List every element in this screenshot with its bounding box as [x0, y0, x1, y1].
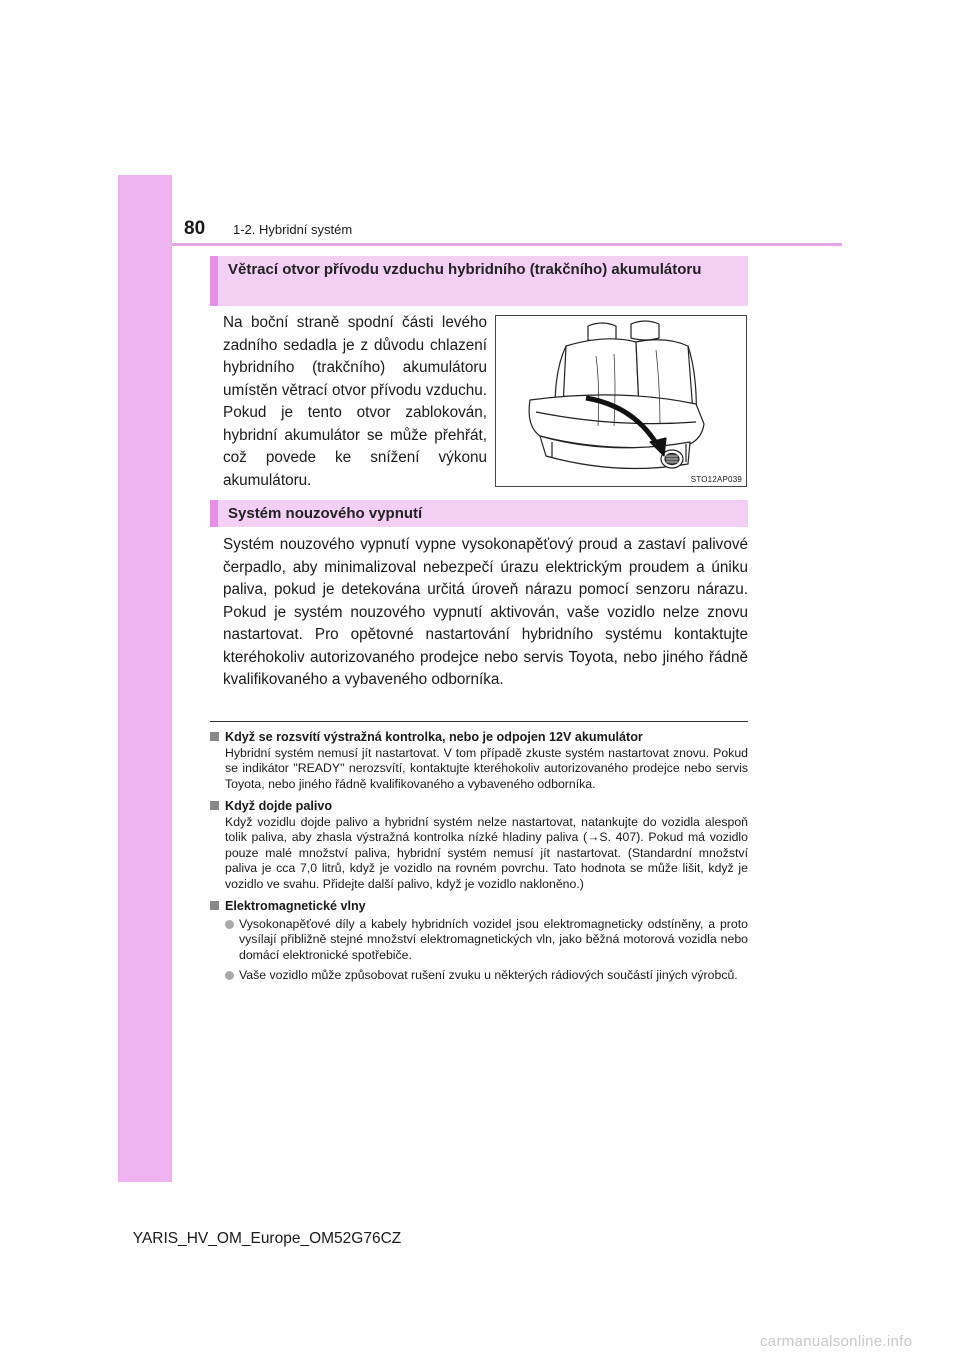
- notes-rule: [210, 721, 748, 722]
- circle-bullet-icon: [225, 971, 234, 980]
- header-rule: [172, 243, 842, 246]
- notes-section: [210, 730, 748, 991]
- note-body: Když vozidlu dojde palivo a hybridní systém nelze nastartovat, natankujte do vozidla alespoň tolik paliva, aby zhasla výstražná kontrolka nízké hladiny paliva (→S. 407). Pokud má vozidlo pouze malé množství paliva, hybridní systém nemusí jít nastartovat. (Standardní množství paliva je cca 7,0 litrů, když je vozidlo na rovném povrchu. Tato hodnota se může lišit, když je vozidlo ve svahu. Přidejte další palivo, když je vozidlo nakloněno.): [225, 814, 748, 891]
- section-heading-air-vent: Větrací otvor přívodu vzduchu hybridního (trakčního) akumulátoru: [210, 256, 748, 306]
- document-footer: [0, 1230, 960, 1248]
- watermark: carmanualsonline.info: [760, 1333, 913, 1350]
- note-warning-light: [210, 730, 748, 792]
- chapter-sidebar-tab: [118, 175, 172, 1182]
- square-bullet-icon: [210, 801, 219, 810]
- air-vent-paragraph: Na boční straně spodní části levého zadního sedadla je z důvodu chlazení hybridního (trakčního) akumulátoru umístěn větrací otvor přívodu vzduchu. Pokud je tento otvor zablokován, hybridní akumulátor se může přehřát, což povede ke snížení výkonu akumulátoru.: [223, 314, 487, 489]
- list-item: Vysokonapěťové díly a kabely hybridních vozidel jsou elektromagneticky odstíněny, a proto vysílají přibližně stejné množství elektromagnetických vln, jako běžná motorová vozidla nebo domácí elektronické spotřebiče.: [210, 917, 748, 964]
- square-bullet-icon: [210, 901, 219, 910]
- section-title: 1-2. Hybridní systém: [233, 222, 353, 237]
- section-heading-emergency-shutoff: Systém nouzového vypnutí: [210, 500, 748, 527]
- note-out-of-fuel: [210, 799, 748, 892]
- note-electromagnetic: [210, 899, 748, 984]
- emergency-shutoff-paragraph: Systém nouzového vypnutí vypne vysokonapěťový proud a zastaví palivové čerpadlo, aby minimalizoval nebezpečí úrazu elektrickým proudem a úniku paliva, pokud je detekována určitá úroveň nárazu pomocí senzoru nárazu. Pokud je systém nouzového vypnutí aktivován, vaše vozidlo nelze znovu nastartovat. Pro opětovné nastartování hybridního systému kontaktujte kteréhokoliv autorizovaného prodejce nebo servis Toyota, nebo jiného řádně kvalifikovaného a vybaveného odborníka.: [223, 536, 748, 688]
- square-bullet-icon: [210, 732, 219, 741]
- note-body: Hybridní systém nemusí jít nastartovat. V tom případě zkuste systém nastartovat znovu. Pokud se indikátor "READY" nerozsvítí, kontaktujte kteréhokoliv autorizovaného prodejce nebo servis Toyota, nebo jiného řádně kvalifikovaného a vybaveného odborníka.: [225, 745, 748, 791]
- rear-seat-drawing: [496, 316, 746, 486]
- doc-id: YARIS_HV_OM_Europe_OM52G76CZ: [132, 1230, 402, 1247]
- note-title: Elektromagnetické vlny: [225, 899, 366, 913]
- circle-bullet-icon: [225, 920, 234, 929]
- list-item: Vaše vozidlo může způsobovat rušení zvuku u některých rádiových součástí jiných výrobců.: [210, 968, 748, 984]
- note-title: Když se rozsvítí výstražná kontrolka, nebo je odpojen 12V akumulátor: [225, 730, 643, 744]
- rear-seat-illustration: [495, 315, 747, 487]
- figure-code: STO12AP039: [690, 475, 742, 484]
- note-title: Když dojde palivo: [225, 799, 333, 813]
- page-number: 80: [184, 218, 206, 239]
